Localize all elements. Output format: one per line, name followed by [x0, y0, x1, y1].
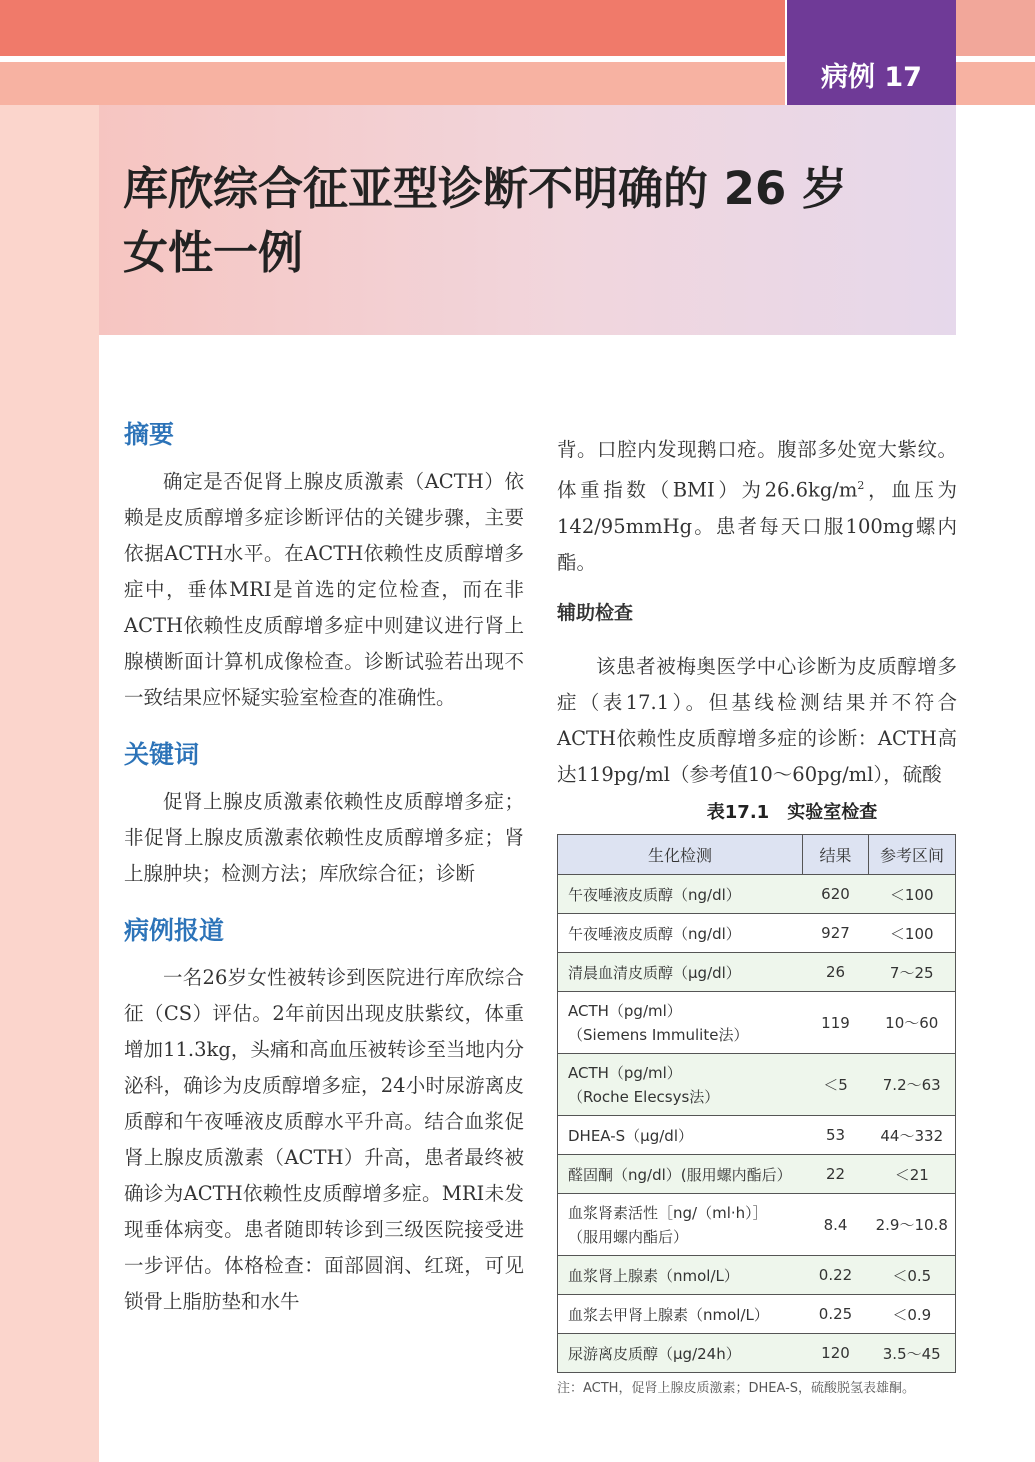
left-column: [124, 420, 524, 1320]
test-name: 午夜唾液皮质醇（ng/dl）: [558, 914, 803, 953]
test-result: 53: [803, 1116, 869, 1155]
test-reference: ＜0.9: [869, 1295, 956, 1334]
table-header-reference: 参考区间: [869, 835, 956, 875]
title-line-1: 库欣综合征亚型诊断不明确的 26 岁: [123, 162, 847, 215]
test-result: 620: [803, 875, 869, 914]
test-reference: 7.2～63: [869, 1054, 956, 1116]
test-result: 119: [803, 992, 869, 1054]
test-name: 清晨血清皮质醇（μg/dl）: [558, 953, 803, 992]
table-row: [558, 1295, 956, 1334]
test-reference: ＜100: [869, 914, 956, 953]
test-result: 8.4: [803, 1194, 869, 1256]
case-tab: [787, 0, 956, 105]
table-row: [558, 1334, 956, 1373]
table-row: [558, 1155, 956, 1194]
title-box: [99, 105, 956, 335]
table-row: [558, 1054, 956, 1116]
table-row: [558, 1194, 956, 1256]
test-result: 0.22: [803, 1256, 869, 1295]
test-method: （Siemens Immulite法）: [568, 1025, 749, 1044]
test-reference: 7～25: [869, 953, 956, 992]
lab-table: [557, 834, 956, 1373]
case-report-continued: [557, 432, 957, 581]
left-margin-strip: [0, 105, 99, 1462]
test-name: ACTH（pg/ml）: [568, 1001, 682, 1020]
header-band-top: [0, 0, 785, 56]
superscript-2: 2: [857, 479, 865, 492]
keywords-text: 促肾上腺皮质激素依赖性皮质醇增多症；非促肾上腺皮质激素依赖性皮质醇增多症；肾上腺肿块；检测方法；库欣综合征；诊断: [124, 790, 524, 885]
test-reference: 2.9～10.8: [869, 1194, 956, 1256]
test-result: 0.25: [803, 1295, 869, 1334]
title-line-2: 女性一例: [123, 226, 304, 279]
table-row: [558, 953, 956, 992]
test-name: 血浆去甲肾上腺素（nmol/L）: [558, 1295, 803, 1334]
header-band-lower-right: [956, 62, 1035, 105]
case-report-continued-a: 背。口腔内发现鹅口疮。腹部多处宽大紫纹。体重指数（BMI）为26.6kg/m: [557, 438, 957, 502]
test-name-cell: [558, 992, 803, 1054]
test-reference: ＜0.5: [869, 1256, 956, 1295]
test-reference: 3.5～45: [869, 1334, 956, 1373]
page-title: [123, 157, 923, 285]
case-report-text: 一名26岁女性被转诊到医院进行库欣综合征（CS）评估。2年前因出现皮肤紫纹，体重增加11.3kg，头痛和高血压被转诊至当地内分泌科，确诊为皮质醇增多症，24小时尿游离皮质醇和午夜唾液皮质醇水平升高。结合血浆促肾上腺皮质激素（ACTH）升高，患者最终被确诊为ACTH依赖性皮质醇增多症。MRI未发现垂体病变。患者随即转诊到三级医院接受进一步评估。体格检查：面部圆润、红斑，可见锁骨上脂肪垫和水牛: [124, 966, 524, 1313]
test-result: 927: [803, 914, 869, 953]
test-name: ACTH（pg/ml）: [568, 1063, 682, 1082]
test-name: DHEA-S（μg/dl）: [558, 1116, 803, 1155]
test-name: 午夜唾液皮质醇（ng/dl）: [558, 875, 803, 914]
table-note: 注：ACTH，促肾上腺皮质激素；DHEA-S，硫酸脱氢表雄酮。: [557, 1381, 916, 1396]
aux-text: 该患者被梅奥医学中心诊断为皮质醇增多症（表17.1）。但基线检测结果并不符合ACTH依赖性皮质醇增多症的诊断：ACTH高达119pg/ml（参考值10～60pg/ml），硫酸: [557, 654, 957, 786]
table-row: [558, 1116, 956, 1155]
test-condition: （服用螺内酯后）: [568, 1227, 689, 1246]
case-report-heading: 病例报道: [124, 916, 225, 945]
test-name: 血浆肾素活性［ng/（ml·h）］: [568, 1203, 768, 1222]
test-name: 血浆肾上腺素（nmol/L）: [558, 1256, 803, 1295]
right-column: [557, 432, 957, 793]
abstract-heading: 摘要: [124, 420, 175, 449]
test-result: 120: [803, 1334, 869, 1373]
test-result: 22: [803, 1155, 869, 1194]
table-caption: 表17.1 实验室检查: [706, 802, 878, 823]
table-row: [558, 914, 956, 953]
abstract-text: 确定是否促肾上腺皮质激素（ACTH）依赖是皮质醇增多症诊断评估的关键步骤，主要依据ACTH水平。在ACTH依赖性皮质醇增多症中，垂体MRI是首选的定位检查，而在非ACTH依赖性皮质醇增多症中则建议进行肾上腺横断面计算机成像检查。诊断试验若出现不一致结果应怀疑实验室检查的准确性。: [124, 470, 524, 709]
test-reference: ＜21: [869, 1155, 956, 1194]
table-row: [558, 992, 956, 1054]
keywords-heading: 关键词: [124, 740, 200, 769]
test-reference: 44～332: [869, 1116, 956, 1155]
aux-heading: 辅助检查: [557, 601, 634, 624]
test-method: （Roche Elecsys法）: [568, 1087, 720, 1106]
header-band-top-right: [956, 0, 1035, 56]
table-header-test: 生化检测: [558, 835, 803, 875]
test-reference: 10～60: [869, 992, 956, 1054]
test-name: 醛固酮（ng/dl）(服用螺内酯后）: [558, 1155, 803, 1194]
header-band-lower: [0, 62, 785, 105]
table-row: [558, 875, 956, 914]
test-name-cell: [558, 1054, 803, 1116]
test-reference: ＜100: [869, 875, 956, 914]
table-row: [558, 1256, 956, 1295]
case-report-continued-b: ，血压为142/95mmHg。患者每天口服100mg螺内酯。: [557, 478, 957, 574]
test-result: 26: [803, 953, 869, 992]
table-header-row: [558, 835, 956, 875]
test-name: 尿游离皮质醇（μg/24h）: [558, 1334, 803, 1373]
case-label: 病例 17: [821, 62, 922, 93]
table-header-result: 结果: [803, 835, 869, 875]
test-result: ＜5: [803, 1054, 869, 1116]
test-name-cell: [558, 1194, 803, 1256]
